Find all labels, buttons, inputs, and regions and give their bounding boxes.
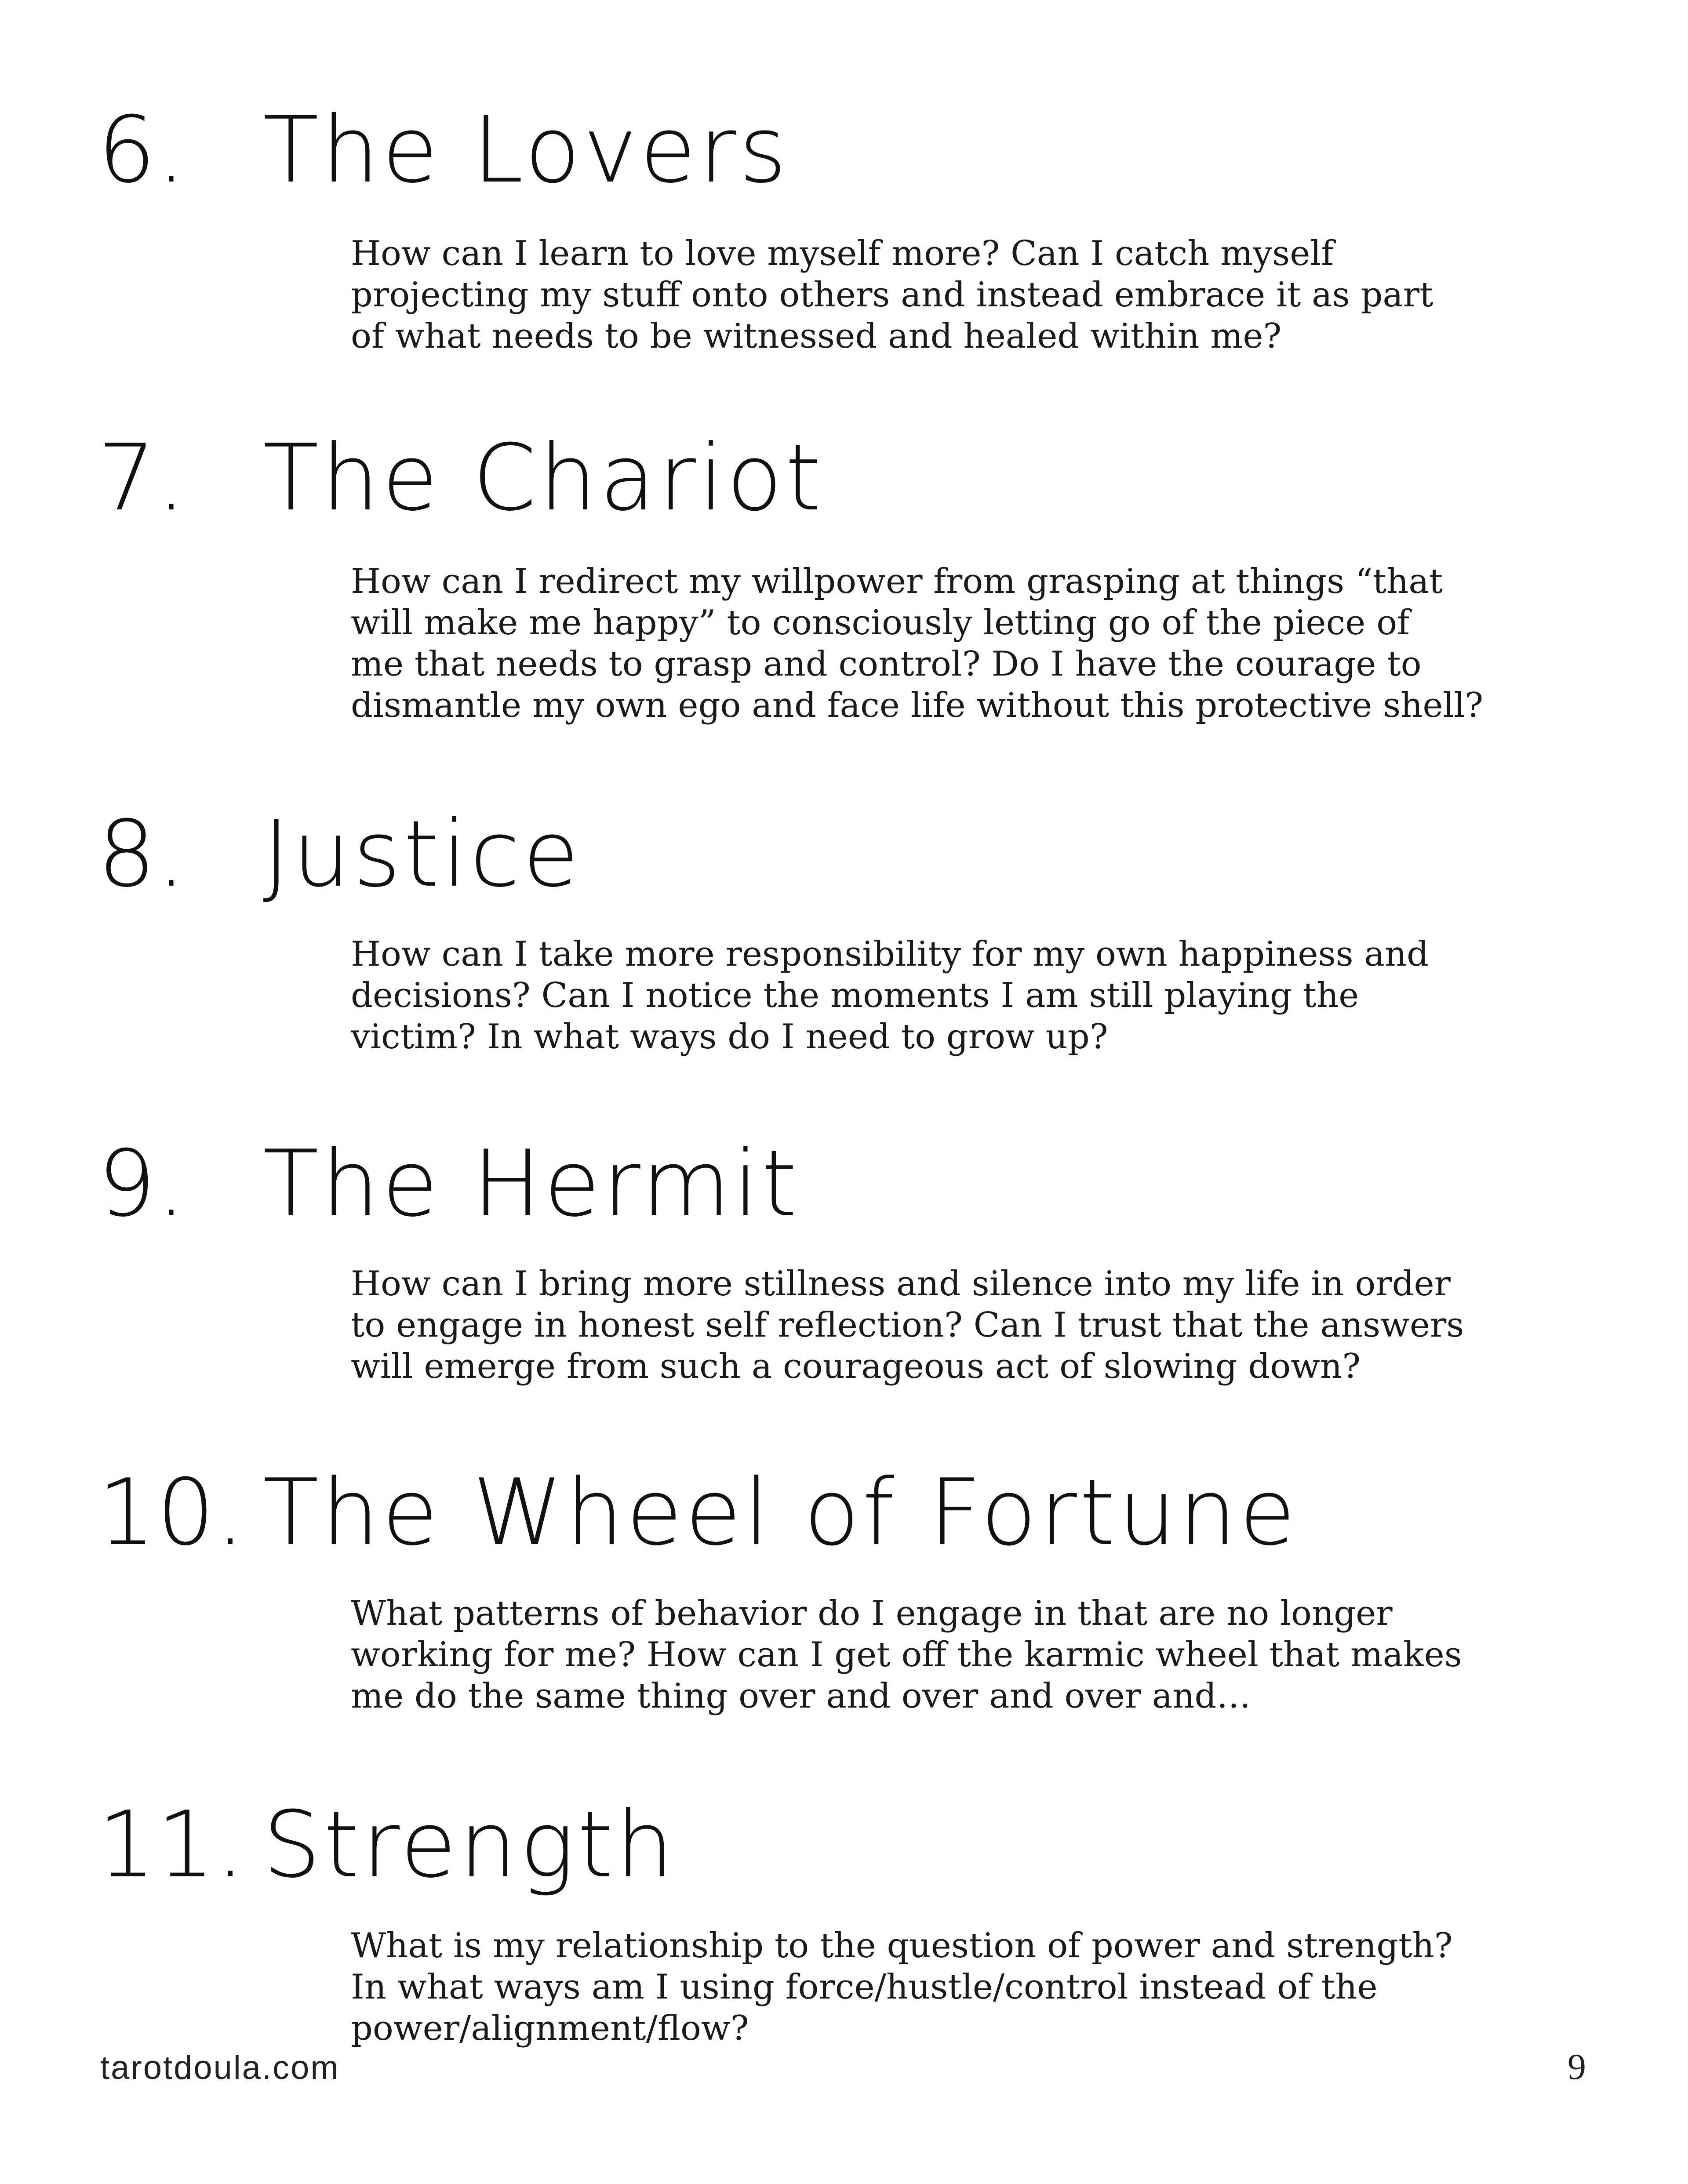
card-reflection	[351, 1263, 1538, 1387]
card-title: The Lovers	[263, 97, 789, 204]
card-reflection	[351, 934, 1538, 1057]
card-reflection	[351, 1593, 1538, 1717]
card-number: 9.	[98, 1131, 187, 1237]
reflection-line: me that needs to grasp and control? Do I have the courage to	[351, 644, 1422, 684]
card-number: 6.	[98, 97, 187, 204]
page-number: 9	[1568, 2046, 1586, 2087]
reflection-line: How can I take more responsibility for my own happiness and	[351, 934, 1429, 974]
reflection-line: victim? In what ways do I need to grow up?	[351, 1017, 1108, 1057]
reflection-line: of what needs to be witnessed and healed within me?	[351, 316, 1282, 356]
card-title: Justice	[263, 801, 582, 908]
card-reflection	[351, 561, 1538, 726]
reflection-line: me do the same thing over and over and over and…	[351, 1676, 1251, 1716]
reflection-line: power/alignment/flow?	[351, 2009, 749, 2048]
reflection-line: How can I learn to love myself more? Can I catch myself	[351, 234, 1334, 273]
reflection-line: will emerge from such a courageous act of slowing down?	[351, 1347, 1361, 1386]
card-number: 7.	[98, 425, 187, 531]
card-number: 10.	[98, 1460, 246, 1566]
card-reflection	[351, 233, 1538, 357]
card-title: The Chariot	[263, 425, 824, 531]
reflection-line: will make me happy” to consciously letting go of the piece of	[351, 603, 1410, 643]
card-number: 11.	[98, 1792, 246, 1898]
reflection-line: In what ways am I using force/hustle/control instead of the	[351, 1967, 1378, 2007]
reflection-line: projecting my stuff onto others and instead embrace it as part	[351, 275, 1433, 315]
reflection-line: working for me? How can I get off the karmic wheel that makes	[351, 1635, 1462, 1675]
reflection-line: decisions? Can I notice the moments I am still playing the	[351, 976, 1359, 1015]
reflection-line: How can I redirect my willpower from grasping at things “that	[351, 562, 1443, 601]
card-title: The Hermit	[263, 1131, 800, 1237]
reflection-line: to engage in honest self reflection? Can I trust that the answers	[351, 1305, 1464, 1345]
reflection-line: dismantle my own ego and face life without this protective shell?	[351, 686, 1484, 725]
reflection-line: What patterns of behavior do I engage in that are no longer	[351, 1594, 1393, 1633]
card-reflection	[351, 1925, 1538, 2049]
reflection-line: How can I bring more stillness and silence into my life in order	[351, 1264, 1451, 1304]
card-title: The Wheel of Fortune	[263, 1460, 1299, 1566]
footer-website: tarotdoula.com	[100, 2049, 340, 2086]
card-title: Strength	[263, 1792, 677, 1898]
card-number: 8.	[98, 801, 187, 908]
reflection-line: What is my relationship to the question of power and strength?	[351, 1926, 1453, 1966]
